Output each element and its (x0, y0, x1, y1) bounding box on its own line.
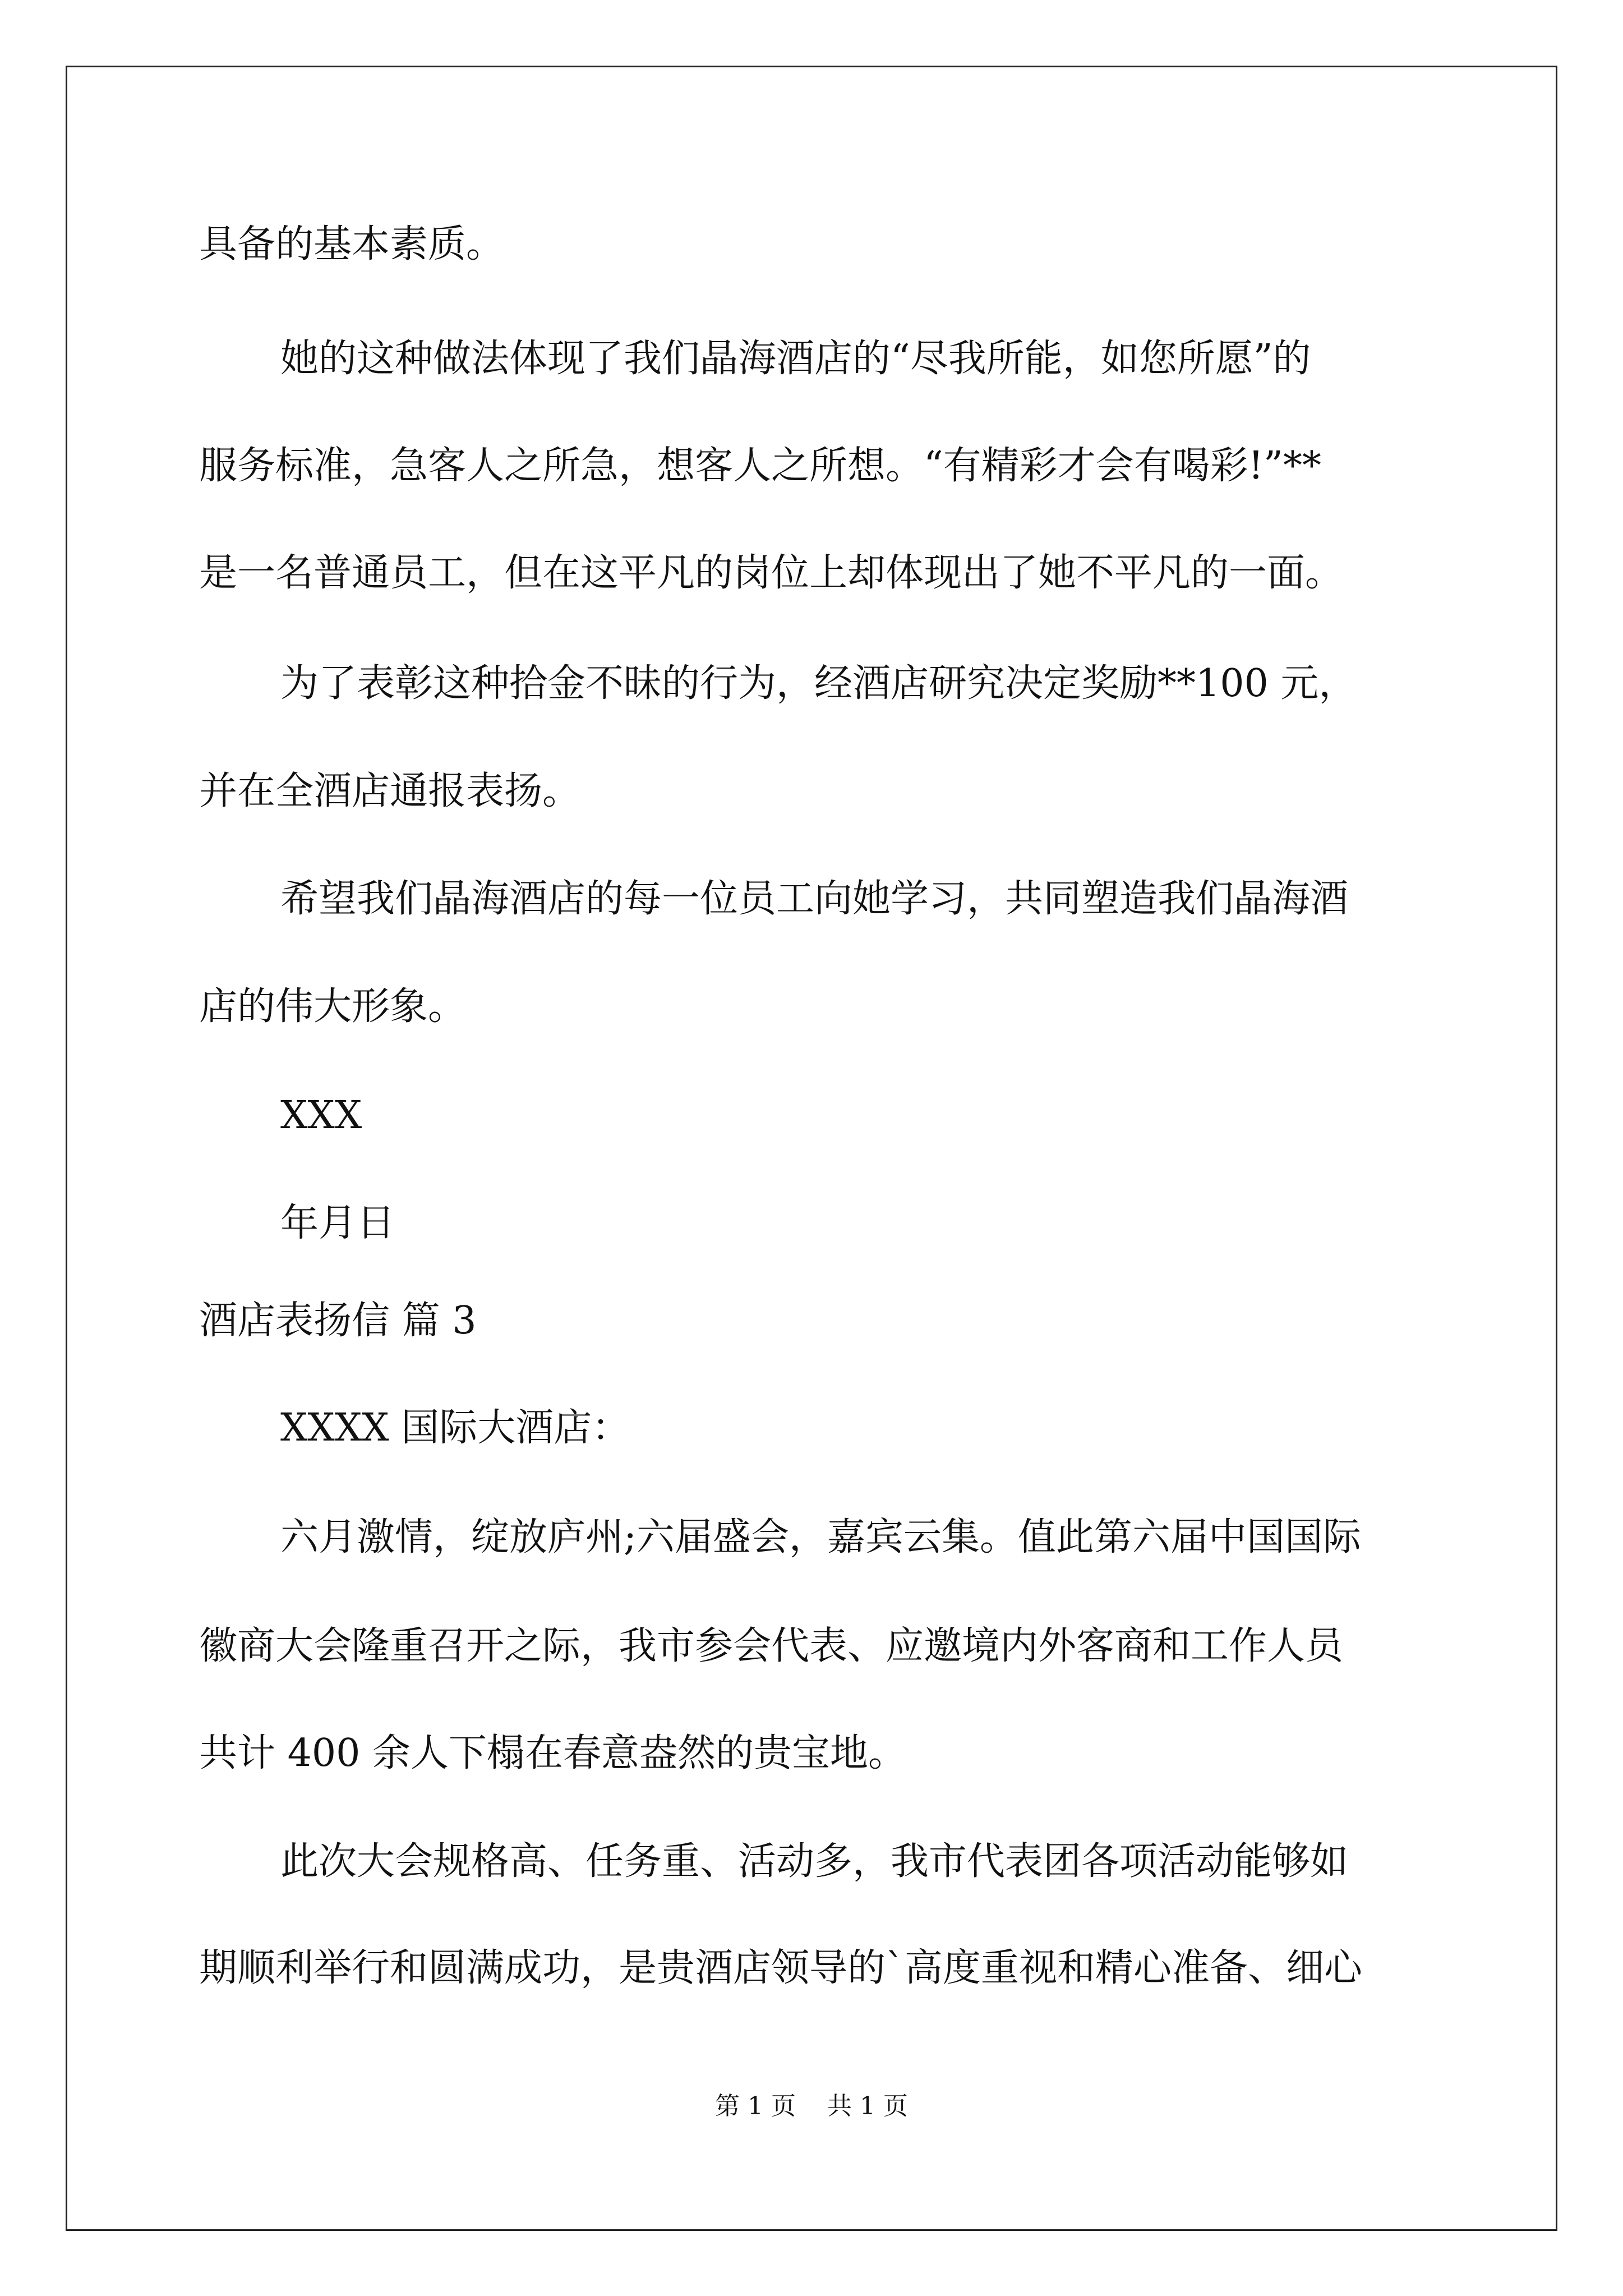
body-line: 此次大会规格高、任务重、活动多，我市代表团各项活动能够如 (280, 1839, 1349, 1884)
date-line: 年月日 (280, 1201, 395, 1245)
body-line: 服务标准，急客人之所急，想客人之所想。“有精彩才会有喝彩!”** (199, 444, 1321, 488)
body-line: 共计 400 余人下榻在春意盎然的贵宝地。 (199, 1731, 907, 1775)
body-line: 徽商大会隆重召开之际，我市参会代表、应邀境内外客商和工作人员 (199, 1624, 1344, 1668)
body-line: 她的这种做法体现了我们晶海酒店的“尽我所能，如您所愿”的 (280, 337, 1311, 381)
page-number-footer: 第 1 页 共 1 页 (715, 2092, 908, 2120)
salutation: XXXX 国际大酒店： (280, 1406, 630, 1450)
body-line: 店的伟大形象。 (199, 984, 467, 1029)
body-line: 为了表彰这种拾金不昧的行为，经酒店研究决定奖励**100 元， (280, 661, 1357, 706)
signature-line: XXX (280, 1093, 362, 1138)
section-heading: 酒店表扬信 篇 3 (199, 1299, 477, 1343)
body-line: 并在全酒店通报表扬。 (199, 769, 581, 813)
body-line: 期顺利举行和圆满成功，是贵酒店领导的`高度重视和精心准备、细心 (199, 1946, 1363, 1990)
body-line: 具备的基本素质。 (199, 222, 505, 266)
body-line: 六月激情，绽放庐州;六届盛会，嘉宾云集。值此第六届中国国际 (280, 1515, 1361, 1559)
body-line: 是一名普通员工，但在这平凡的岗位上却体现出了她不平凡的一面。 (199, 551, 1344, 595)
page-border (66, 66, 1557, 2231)
body-line: 希望我们晶海酒店的每一位员工向她学习，共同塑造我们晶海酒 (280, 877, 1349, 921)
